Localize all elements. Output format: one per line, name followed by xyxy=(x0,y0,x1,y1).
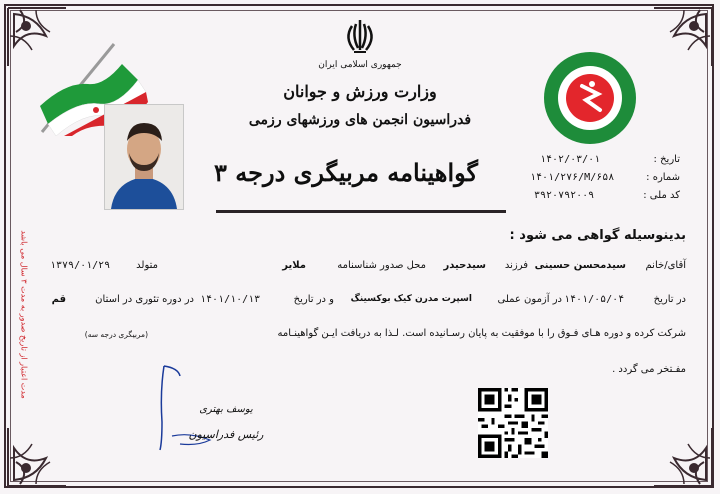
date-value: ۱۴۰۲/۰۳/۰۱ xyxy=(540,154,601,165)
national-code-value: ۳۹۲۰۷۹۲۰۰۹ xyxy=(534,190,595,201)
federation-logo-icon xyxy=(542,50,638,146)
sport-name: اسپرت مدرن کیک بوکسینگ xyxy=(350,294,472,304)
validity-note-text: مدت اعتبار از تاریخ صدور به مدت ۳ سال می باشد xyxy=(19,230,29,399)
province-name: قم xyxy=(51,294,66,305)
title-divider xyxy=(216,210,506,213)
republic-text: جمهوری اسلامی ایران xyxy=(318,60,402,70)
holder-name: سیدمحسن حسینی xyxy=(534,260,626,271)
corner-ornament-bottom-right xyxy=(644,418,714,488)
number-value: ۱۴۰۱/۲۷۶/M/۶۵۸ xyxy=(530,172,615,183)
line1-label-d: متولد xyxy=(136,260,158,271)
corner-ornament-top-right xyxy=(644,6,714,76)
holder-photo xyxy=(104,104,184,210)
qr-code[interactable] xyxy=(478,388,548,458)
line1-label-a: آقای/خانم xyxy=(645,260,686,271)
line1-label-c: محل صدور شناسنامه xyxy=(337,260,426,271)
father-name: سیدحیدر xyxy=(443,260,486,271)
certificate-title: گواهینامه مربیگری درجه ۳ xyxy=(214,158,478,187)
emblem-icon xyxy=(340,16,380,56)
federation-text: فدراسیون انجمن های ورزشهای رزمی xyxy=(248,112,472,128)
line2-label-a: در تاریخ xyxy=(653,294,686,305)
national-code-label: کد ملی : xyxy=(643,190,680,201)
line2-label-c: و در تاریخ xyxy=(293,294,334,305)
validity-note xyxy=(14,160,34,480)
signatory-position: رئیس فدراسیون xyxy=(188,428,264,441)
date-label: تاریخ : xyxy=(653,154,680,165)
line1-label-b: فرزند xyxy=(504,260,528,271)
line4-text: مفـتخر می گردد . xyxy=(612,364,686,375)
intro-text: بدینوسیله گواهی می شود : xyxy=(509,228,686,243)
practical-exam-date: ۱۴۰۱/۰۵/۰۴ xyxy=(564,294,625,305)
line3-small-text: (مربیگری درجه سه) xyxy=(84,330,148,339)
number-label: شماره : xyxy=(646,172,680,183)
ministry-text: وزارت ورزش و جوانان xyxy=(283,82,437,101)
birth-date: ۱۳۷۹/۰۱/۲۹ xyxy=(50,260,111,271)
line3-text: شرکت کرده و دوره هـای فـوق را با موفقیت به پایان رسـانیده است. لـذا به دریافت ایـن گواهینـامه xyxy=(277,328,686,339)
signatory-name: یوسف بهتری xyxy=(199,404,253,415)
birth-place: ملایر xyxy=(282,260,306,271)
theory-course-date: ۱۴۰۱/۱۰/۱۳ xyxy=(200,294,261,305)
line2-label-d: در دوره تئوری در استان xyxy=(95,294,194,305)
line2-label-b: در آزمون عملی xyxy=(497,294,562,305)
